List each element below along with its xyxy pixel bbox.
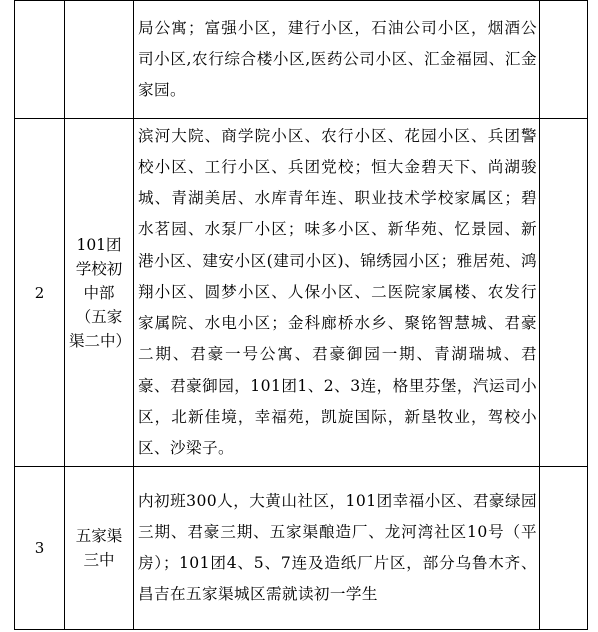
school-name-text: 101团学校初中部（五家渠二中） (69, 235, 132, 350)
table-row (15, 119, 588, 467)
row-number: 3 (15, 467, 65, 630)
remarks-cell (540, 467, 588, 630)
school-name-text: 五家渠三中 (75, 527, 123, 569)
row-number: 2 (15, 119, 65, 467)
district-table (14, 0, 588, 630)
school-name (65, 467, 134, 630)
remarks-cell (540, 119, 588, 467)
enrollment-area: 滨河大院、商学院小区、农行小区、花园小区、兵团警校小区、工行小区、兵团党校；恒大金碧天下、尚湖骏城、青湖美居、水库青年连、职业技术学校家属区；碧水茗园、水泵厂小区；味多小区、新华苑、忆景园、新港小区、建安小区(建司小区)、锦绣园小区；雅居苑、鸿翔小区、圆梦小区、人保小区、二医院家属楼、农发行家属院、水电小区；金科廊桥水乡、聚铭智慧城、君豪二期、君豪一号公寓、君豪御园一期、青湖瑞城、君豪、君豪御园，101团1、2、3连，格里芬堡，汽运司小区，北新佳境，幸福苑，凯旋国际，新垦牧业，驾校小区、沙梁子。 (134, 119, 540, 467)
enrollment-area: 内初班300人，大黄山社区，101团幸福小区、君豪绿园三期、君豪三期、五家渠酿造厂、龙河湾社区10号（平房）；101团4、5、7连及造纸厂片区，部分乌鲁木齐、昌吉在五家渠城区需就读初一学生 (134, 467, 540, 630)
remarks-cell (540, 1, 588, 119)
school-name (65, 119, 134, 467)
enrollment-area: 局公寓；富强小区，建行小区，石油公司小区，烟酒公司小区,农行综合楼小区,医药公司小区、汇金福园、汇金家园。 (134, 1, 540, 119)
school-name (65, 1, 134, 119)
table-row (15, 467, 588, 630)
row-number (15, 1, 65, 119)
table-row (15, 1, 588, 119)
